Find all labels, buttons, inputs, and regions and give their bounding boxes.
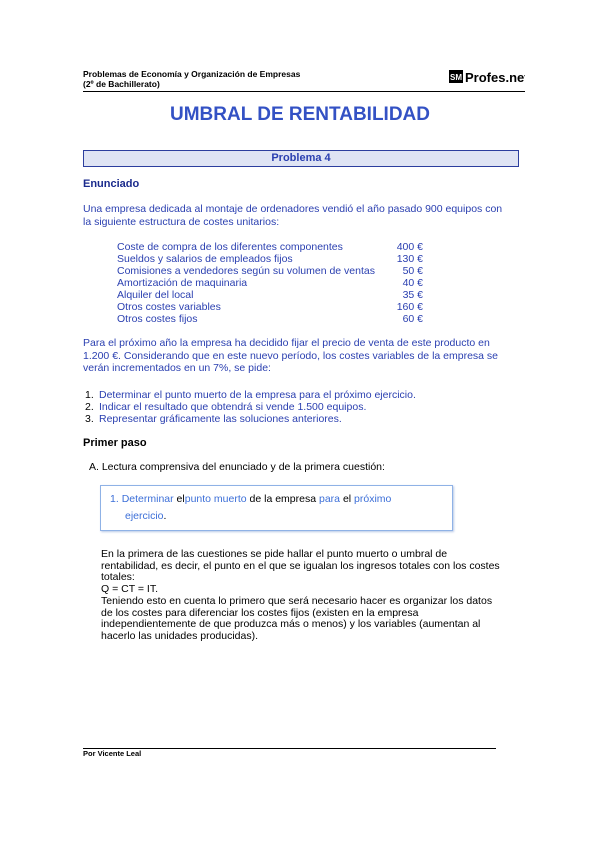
profes-net-logo — [449, 68, 525, 86]
cost-value: 35 € — [402, 289, 423, 301]
header-divider — [83, 91, 525, 92]
question-item — [85, 401, 416, 413]
primer-paso-heading: Primer paso — [83, 437, 147, 449]
keyword-para: para — [319, 493, 341, 505]
cost-row — [117, 289, 423, 301]
cost-name: Amortización de maquinaria — [117, 277, 248, 289]
question-text: Representar gráficamente las soluciones anteriores. — [99, 413, 342, 425]
word: de la empresa — [249, 493, 317, 505]
cost-row — [117, 253, 423, 265]
footer-divider — [83, 748, 496, 749]
enunciado-heading: Enunciado — [83, 178, 140, 190]
questions-list — [85, 389, 416, 425]
paragraph-line: Para el próximo año la empresa ha decidido fijar el precio de venta de este producto en — [83, 337, 490, 349]
question-number: 1. — [85, 389, 94, 401]
cost-value: 60 € — [402, 313, 423, 325]
enunciado-paragraph-2 — [83, 337, 498, 375]
cost-row — [117, 313, 423, 325]
cost-value: 40 € — [402, 277, 423, 289]
problem-label: Problema 4 — [271, 152, 331, 164]
question-item — [85, 413, 416, 425]
question-number: 1. — [110, 493, 119, 505]
document-header — [83, 69, 300, 89]
cost-row — [117, 241, 423, 253]
explanation-line: Teniendo esto en cuenta lo primero que será necesario hacer es organizar los datos — [101, 594, 493, 607]
cost-name: Comisiones a vendedores según su volumen de ventas — [117, 265, 375, 277]
paragraph-line: verán incrementados en un 7%, se pide: — [83, 362, 271, 374]
explanation-line: de los costes para diferenciar los costes fijos (existen en la empresa — [101, 606, 419, 619]
explanation-line: Q = CT = IT. — [101, 583, 158, 596]
word: el — [342, 493, 352, 505]
highlighted-question-text — [110, 491, 391, 525]
question-text: Determinar el punto muerto de la empresa para el próximo ejercicio. — [99, 389, 416, 401]
explanation-line: hacerlo las unidades producidas). — [101, 629, 259, 642]
primer-paso-item-a: A. Lectura comprensiva del enunciado y de la primera cuestión: — [89, 461, 385, 473]
explanation-line: totales: — [101, 571, 135, 584]
question-number: 3. — [85, 413, 94, 425]
problem-label-box — [83, 150, 519, 167]
paragraph-line: 1.200 €. Considerando que en este nuevo período, los costes variables de la empresa se — [83, 349, 499, 362]
cost-row — [117, 277, 423, 289]
logo-text: Profes.net — [465, 70, 525, 85]
cost-value: 160 € — [396, 301, 423, 313]
period: . — [163, 510, 167, 522]
question-number: 2. — [85, 401, 94, 413]
cost-name: Alquiler del local — [117, 289, 194, 301]
header-course-title: Problemas de Economía y Organización de Empresas — [83, 69, 301, 79]
logo-badge: SM — [450, 73, 462, 82]
keyword-determinar: Determinar — [121, 493, 174, 505]
cost-name: Coste de compra de los diferentes componentes — [117, 241, 343, 253]
question-text: Indicar el resultado que obtendrá si vende 1.500 equipos. — [99, 401, 367, 413]
word: el — [176, 493, 185, 505]
cost-name: Otros costes variables — [117, 301, 221, 313]
explanation-text — [101, 549, 521, 643]
cost-row — [117, 265, 423, 277]
page-title: UMBRAL DE RENTABILIDAD — [169, 104, 430, 125]
cost-value: 130 € — [396, 253, 423, 265]
keyword-proximo: próximo — [354, 493, 392, 505]
footer-author: Por Vicente Leal — [83, 749, 142, 758]
explanation-line: rentabilidad, es decir, el punto en el que se igualan los ingresos totales con los costes — [101, 559, 500, 572]
cost-value: 50 € — [402, 265, 423, 277]
cost-name: Otros costes fijos — [117, 313, 198, 325]
question-item — [85, 389, 416, 401]
cost-name: Sueldos y salarios de empleados fijos — [117, 253, 293, 265]
explanation-line: En la primera de las cuestiones se pide hallar el punto muerto o umbral de — [101, 548, 448, 560]
keyword-ejercicio: ejercicio — [125, 510, 164, 522]
intro-line: Una empresa dedicada al montaje de ordenadores vendió el año pasado 900 equipos con — [83, 203, 503, 215]
cost-value: 400 € — [396, 241, 423, 253]
keyword-punto-muerto: punto muerto — [184, 493, 247, 505]
intro-line: la siguiente estructura de costes unitarios: — [83, 215, 280, 228]
explanation-line: independientemente de que produzca más o menos) y los variables (aumentan al — [101, 618, 481, 631]
enunciado-intro — [83, 203, 502, 228]
header-course-level: (2º de Bachillerato) — [83, 79, 160, 89]
cost-row — [117, 301, 423, 313]
